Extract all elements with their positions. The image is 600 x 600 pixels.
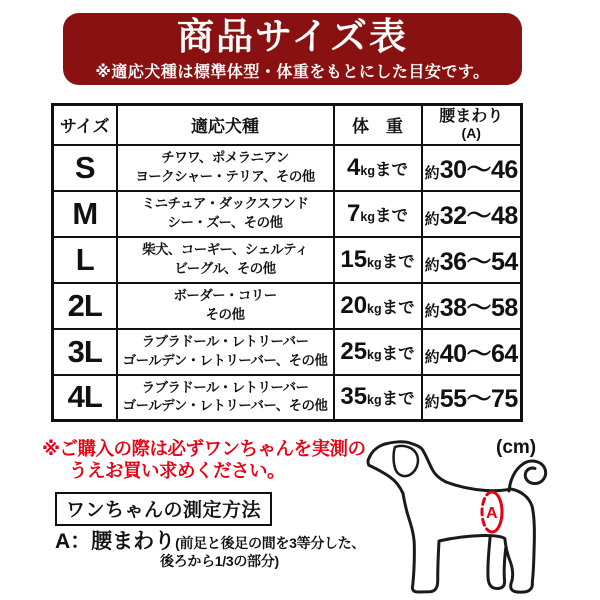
weight-unit: kg <box>360 209 375 224</box>
waist-cell <box>422 237 522 283</box>
waist-range: 36〜54 <box>439 247 518 276</box>
waist-cell <box>422 283 522 329</box>
table-row <box>53 237 522 283</box>
dog-diagram <box>364 439 554 599</box>
weight-cell <box>334 329 422 375</box>
table-row <box>53 329 522 375</box>
weight-cell <box>334 191 422 237</box>
waist-cell <box>422 329 522 375</box>
weight-unit: kg <box>367 255 382 270</box>
breed-line: ビーグル、その他 <box>174 260 276 276</box>
waist-prefix: 約 <box>424 348 440 366</box>
size-cell: 2L <box>53 283 117 329</box>
breeds-cell <box>117 283 334 329</box>
waist-cell <box>422 191 522 237</box>
weight-value: 20 <box>340 291 368 319</box>
banner-subtitle: ※適応犬種は標準体型・体重をもとにした目安です。 <box>95 64 490 82</box>
measurement-a-label: A：腰まわり <box>55 530 176 553</box>
size-cell: L <box>53 237 117 283</box>
weight-unit: kg <box>360 163 375 178</box>
purchase-note <box>42 438 366 482</box>
weight-unit: kg <box>367 301 382 316</box>
breed-line: ミニチュア・ダックスフンド <box>141 196 309 212</box>
breed-line: 柴犬、コーギー、シェルティ <box>142 242 308 258</box>
dog-ear <box>394 446 418 476</box>
breed-line: ボーダー・コリー <box>173 288 277 304</box>
weight-suffix: まで <box>381 390 415 409</box>
breed-line: ラブラドール・レトリーバー <box>141 334 309 350</box>
col-header-waist <box>422 105 522 145</box>
breeds-cell <box>117 237 334 283</box>
waist-prefix: 約 <box>424 164 440 182</box>
weight-suffix: まで <box>381 344 415 363</box>
breeds-cell <box>117 375 334 421</box>
banner <box>63 13 522 85</box>
col-header-size: サイズ <box>53 105 117 145</box>
table-row <box>53 191 522 237</box>
weight-unit: kg <box>367 347 382 362</box>
measurement-method-title: ワンちゃんの測定方法 <box>55 492 272 526</box>
size-cell: S <box>53 145 117 191</box>
breeds-cell <box>117 145 334 191</box>
page-title: 商品サイズ表 <box>176 15 409 57</box>
col-header-waist-line2: (A) <box>461 124 481 141</box>
waist-prefix: 約 <box>424 394 440 412</box>
breed-line: ヨークシャー・テリア、その他 <box>135 168 315 184</box>
size-table <box>51 103 523 422</box>
waist-range: 55〜75 <box>439 385 518 414</box>
waist-range: 32〜48 <box>439 201 518 230</box>
waist-range: 38〜58 <box>439 293 518 322</box>
waist-range: 40〜64 <box>439 339 518 368</box>
weight-cell <box>334 145 422 191</box>
waist-cell <box>422 375 522 421</box>
breeds-cell <box>117 329 334 375</box>
col-header-breeds: 適応犬種 <box>117 105 334 145</box>
waist-marker-label: A <box>486 505 498 522</box>
weight-cell <box>334 237 422 283</box>
col-header-waist-line1: 腰まわり <box>439 108 504 125</box>
col-header-weight: 体 重 <box>334 105 422 145</box>
breeds-cell <box>117 191 334 237</box>
waist-prefix: 約 <box>424 302 440 320</box>
size-cell: M <box>53 191 117 237</box>
table-row <box>53 375 522 421</box>
weight-value: 35 <box>340 383 368 411</box>
weight-suffix: まで <box>381 252 415 271</box>
size-cell: 4L <box>53 375 117 421</box>
table-row <box>53 283 522 329</box>
weight-suffix: まで <box>381 298 415 317</box>
size-cell: 3L <box>53 329 117 375</box>
weight-cell <box>334 283 422 329</box>
unit-label: (cm) <box>496 437 537 458</box>
waist-prefix: 約 <box>424 210 440 228</box>
table-row <box>53 145 522 191</box>
waist-prefix: 約 <box>424 256 440 274</box>
dog-tail <box>509 461 546 491</box>
waist-range: 30〜46 <box>439 155 518 184</box>
breed-line: ゴールデン・レトリーバー、その他 <box>122 352 328 368</box>
breed-line: ゴールデン・レトリーバー、その他 <box>122 398 328 414</box>
breed-line: チワワ、ポメラニアン <box>161 150 289 166</box>
purchase-note-line2: うえお買い求めください。 <box>69 459 286 481</box>
weight-suffix: まで <box>374 206 408 225</box>
waist-cell <box>422 145 522 191</box>
weight-value: 7 <box>347 199 361 227</box>
weight-cell <box>334 375 422 421</box>
weight-value: 15 <box>340 245 368 273</box>
breed-line: ラブラドール・レトリーバー <box>141 380 309 396</box>
weight-unit: kg <box>367 393 382 408</box>
breed-line: シー・ズー、その他 <box>167 214 283 230</box>
weight-value: 4 <box>347 153 361 181</box>
weight-suffix: まで <box>374 160 408 179</box>
header-row <box>53 105 522 145</box>
measurement-desc-line1: (前足と後足の間を3等分した、 <box>175 535 366 551</box>
measurement-desc-line2: 後ろから1/3の部分) <box>160 553 279 569</box>
breed-line: その他 <box>205 306 245 322</box>
purchase-note-line1: ※ご購入の際は必ずワンちゃんを実測の <box>42 438 366 459</box>
weight-value: 25 <box>340 337 368 365</box>
